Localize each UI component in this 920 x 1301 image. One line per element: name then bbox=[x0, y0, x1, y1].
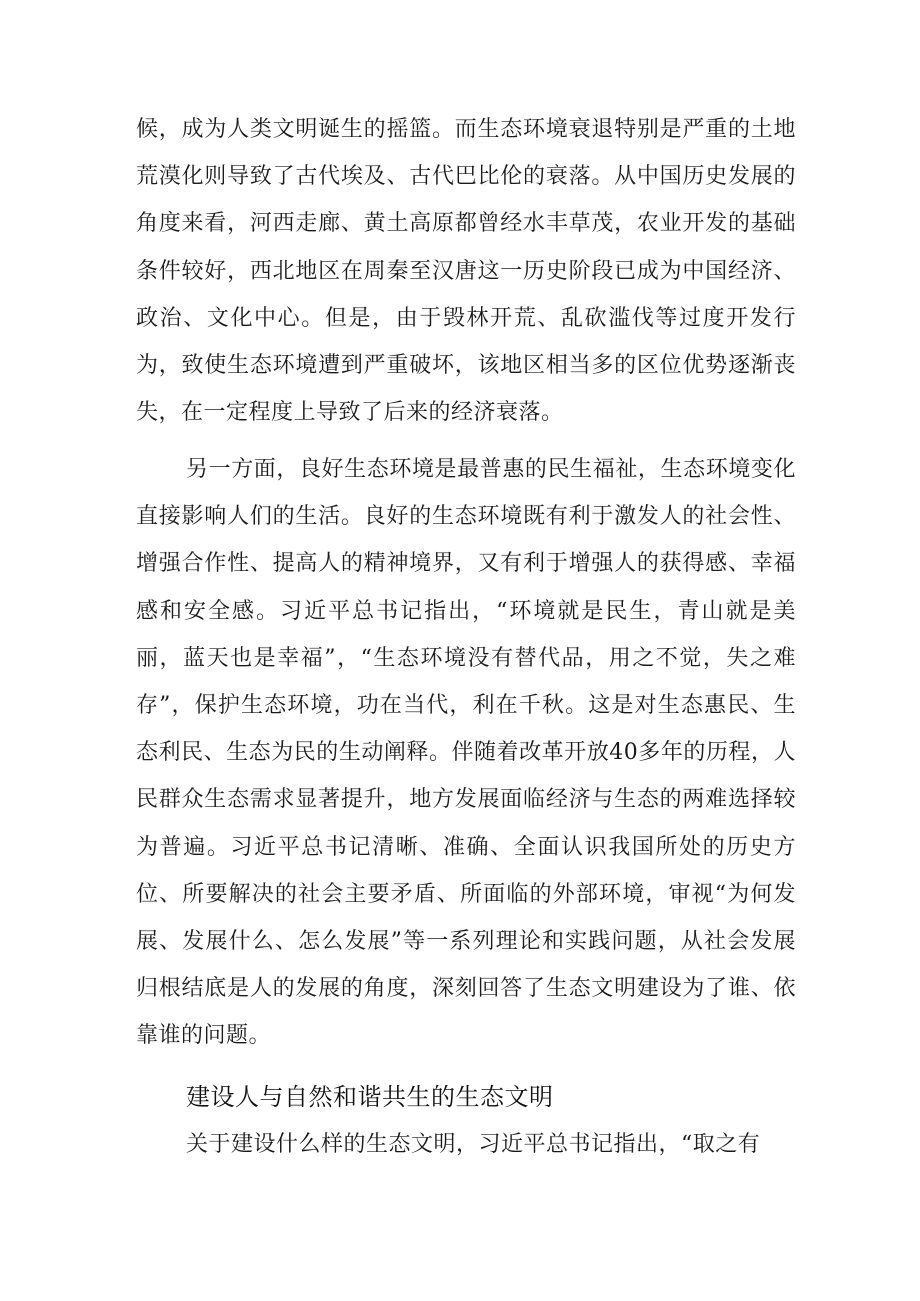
section-heading: 建设人与自然和谐共生的生态文明 bbox=[186, 1083, 554, 1111]
paragraph-what-civilization: 关于建设什么样的生态文明，习近平总书记指出，“取之有 bbox=[186, 1132, 761, 1157]
paragraph-continuation: 候，成为人类文明诞生的摇篮。而生态环境衰退特别是严重的土地荒漠化则导致了古代埃及、古代巴比伦的衰落。从中国历史发展的角度来看，河西走廊、黄土高原都曾经水丰草茂，农业开发的基础条件较好，西北地区在周秦至汉唐这一历史阶段已成为中国经济、政治、文化中心。但是，由于毁林开荒、乱砍滥伐等过度开发行为，致使生态环境遭到严重破坏，该地区相当多的区位优势逐渐丧失，在一定程度上导致了后来的经济衰落。 bbox=[136, 117, 796, 426]
paragraph-livelihood: 另一方面，良好生态环境是最普惠的民生福祉，生态环境变化直接影响人们的生活。良好的生态环境既有利于激发人的社会性、增强合作性、提高人的精神境界，又有利于增强人的获得感、幸福感和安全感。习近平总书记指出，“环境就是民生，青山就是美丽，蓝天也是幸福”，“生态环境没有替代品，用之不觉，失之难存”，保护生态环境，功在当代，利在千秋。这是对生态惠民、生态利民、生态为民的生动阐释。伴随着改革开放40多年的历程，人民群众生态需求显著提升，地方发展面临经济与生态的两难选择较为普遍。习近平总书记清晰、准确、全面认识我国所处的历史方位、所要解决的社会主要矛盾、所面临的外部环境，审视“为何发展、发展什么、怎么发展”等一系列理论和实践问题，从社会发展归根结底是人的发展的角度，深刻回答了生态文明建设为了谁、依靠谁的问题。 bbox=[136, 457, 796, 1049]
